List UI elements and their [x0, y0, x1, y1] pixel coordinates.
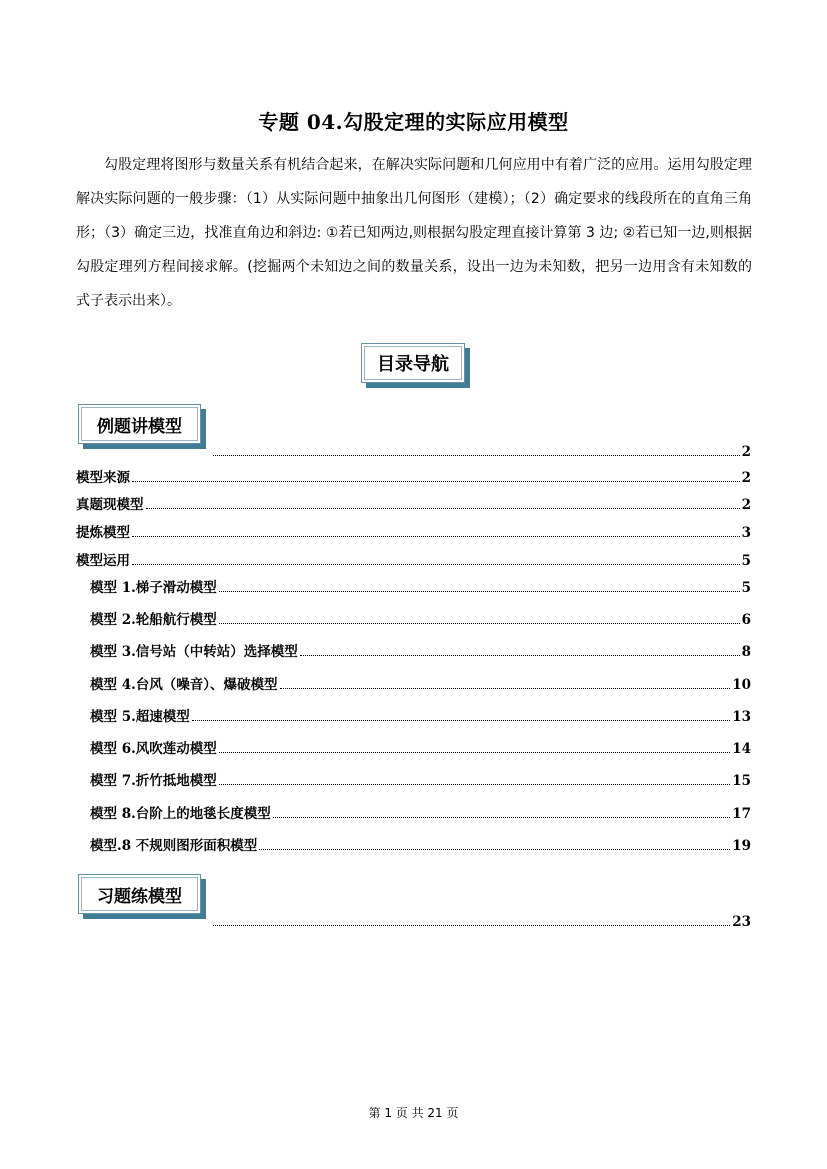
toc-label: 模型来源 — [76, 470, 130, 486]
toc-label: 模型 4.台风（噪音）、爆破模型 — [90, 677, 278, 693]
toc-label: 模型 7.折竹抵地模型 — [90, 773, 217, 789]
toc-leader — [219, 590, 740, 592]
toc-page: 15 — [732, 773, 751, 789]
toc-leader — [146, 507, 740, 509]
toc-leader — [219, 622, 740, 624]
toc-page: 13 — [732, 709, 751, 725]
toc-label: 模型 8.台阶上的地毯长度模型 — [90, 806, 271, 822]
toc-page: 2 — [741, 497, 751, 513]
toc-entry[interactable] — [76, 549, 751, 569]
toc-page: 8 — [741, 644, 751, 660]
toc-page: 3 — [741, 525, 751, 541]
toc-label: 模型 2.轮船航行模型 — [90, 612, 217, 628]
toc-leader — [273, 816, 730, 818]
toc-entry[interactable] — [76, 493, 751, 513]
toc-leader — [300, 654, 740, 656]
toc-model-entry[interactable] — [90, 834, 751, 854]
toc-label: 模型运用 — [76, 553, 130, 569]
toc-heading-label: 目录导航 — [377, 354, 449, 375]
section-label-examples — [78, 404, 201, 444]
toc-label: 提炼模型 — [76, 525, 130, 541]
toc-entry[interactable] — [76, 466, 751, 486]
section-label-exercises — [78, 874, 201, 914]
toc-entry[interactable] — [76, 521, 751, 541]
toc-page: 17 — [732, 806, 751, 822]
toc-label: 模型 5.超速模型 — [90, 709, 190, 725]
toc-label: 模型.8 不规则图形面积模型 — [90, 838, 258, 854]
toc-leader — [192, 719, 730, 721]
toc-entry-examples[interactable] — [211, 440, 751, 460]
page-footer: 第 1 页 共 21 页 — [368, 1106, 459, 1120]
toc-leader — [280, 687, 731, 689]
toc-leader — [132, 563, 740, 565]
toc-model-entry[interactable] — [90, 737, 751, 757]
toc-model-entry[interactable] — [90, 673, 751, 693]
toc-leader — [213, 924, 730, 926]
toc-leader — [213, 454, 740, 456]
toc-model-entry[interactable] — [90, 576, 751, 596]
toc-leader — [132, 535, 740, 537]
toc-leader — [259, 848, 730, 850]
document-title: 专题 04.勾股定理的实际应用模型 — [258, 110, 569, 134]
toc-page: 5 — [741, 553, 751, 569]
section-label-text: 例题讲模型 — [97, 416, 182, 437]
toc-model-entry[interactable] — [90, 608, 751, 628]
toc-page: 2 — [741, 470, 751, 486]
toc-label: 模型 3.信号站（中转站）选择模型 — [90, 644, 298, 660]
intro-paragraph: 勾股定理将图形与数量关系有机结合起来，在解决实际问题和几何应用中有着广泛的应用。运用勾股定理解决实际问题的一般步骤：（1）从实际问题中抽象出几何图形（建模）；（2）确定要求的线段所在的直角三角形；（3）确定三边，找准直角边和斜边: ①若已知两边,则根据勾股定理直接计算第 3 边; ②若已知一边,则根据勾股定理列方程间接求解。(挖掘两个未知边之间的数量关系，设出一边为未知数，把另一边用含有未知数的式子表示出来）。 — [76, 157, 752, 309]
toc-label: 模型 1.梯子滑动模型 — [90, 580, 217, 596]
toc-entry-exercises[interactable] — [211, 910, 751, 930]
toc-label: 真题现模型 — [76, 497, 144, 513]
toc-model-entry[interactable] — [90, 802, 751, 822]
toc-page: 6 — [741, 612, 751, 628]
toc-heading — [361, 343, 465, 383]
toc-leader — [132, 480, 740, 482]
toc-page: 19 — [732, 838, 751, 854]
toc-page: 2 — [741, 444, 751, 460]
toc-model-entry[interactable] — [90, 705, 751, 725]
section-label-text: 习题练模型 — [97, 886, 182, 907]
toc-model-entry[interactable] — [90, 769, 751, 789]
toc-model-entry[interactable] — [90, 640, 751, 660]
toc-label: 模型 6.风吹莲动模型 — [90, 741, 217, 757]
toc-page: 5 — [741, 580, 751, 596]
toc-leader — [219, 751, 730, 753]
toc-leader — [219, 783, 730, 785]
toc-page: 14 — [732, 741, 751, 757]
toc-page: 23 — [732, 914, 751, 930]
toc-page: 10 — [732, 677, 751, 693]
